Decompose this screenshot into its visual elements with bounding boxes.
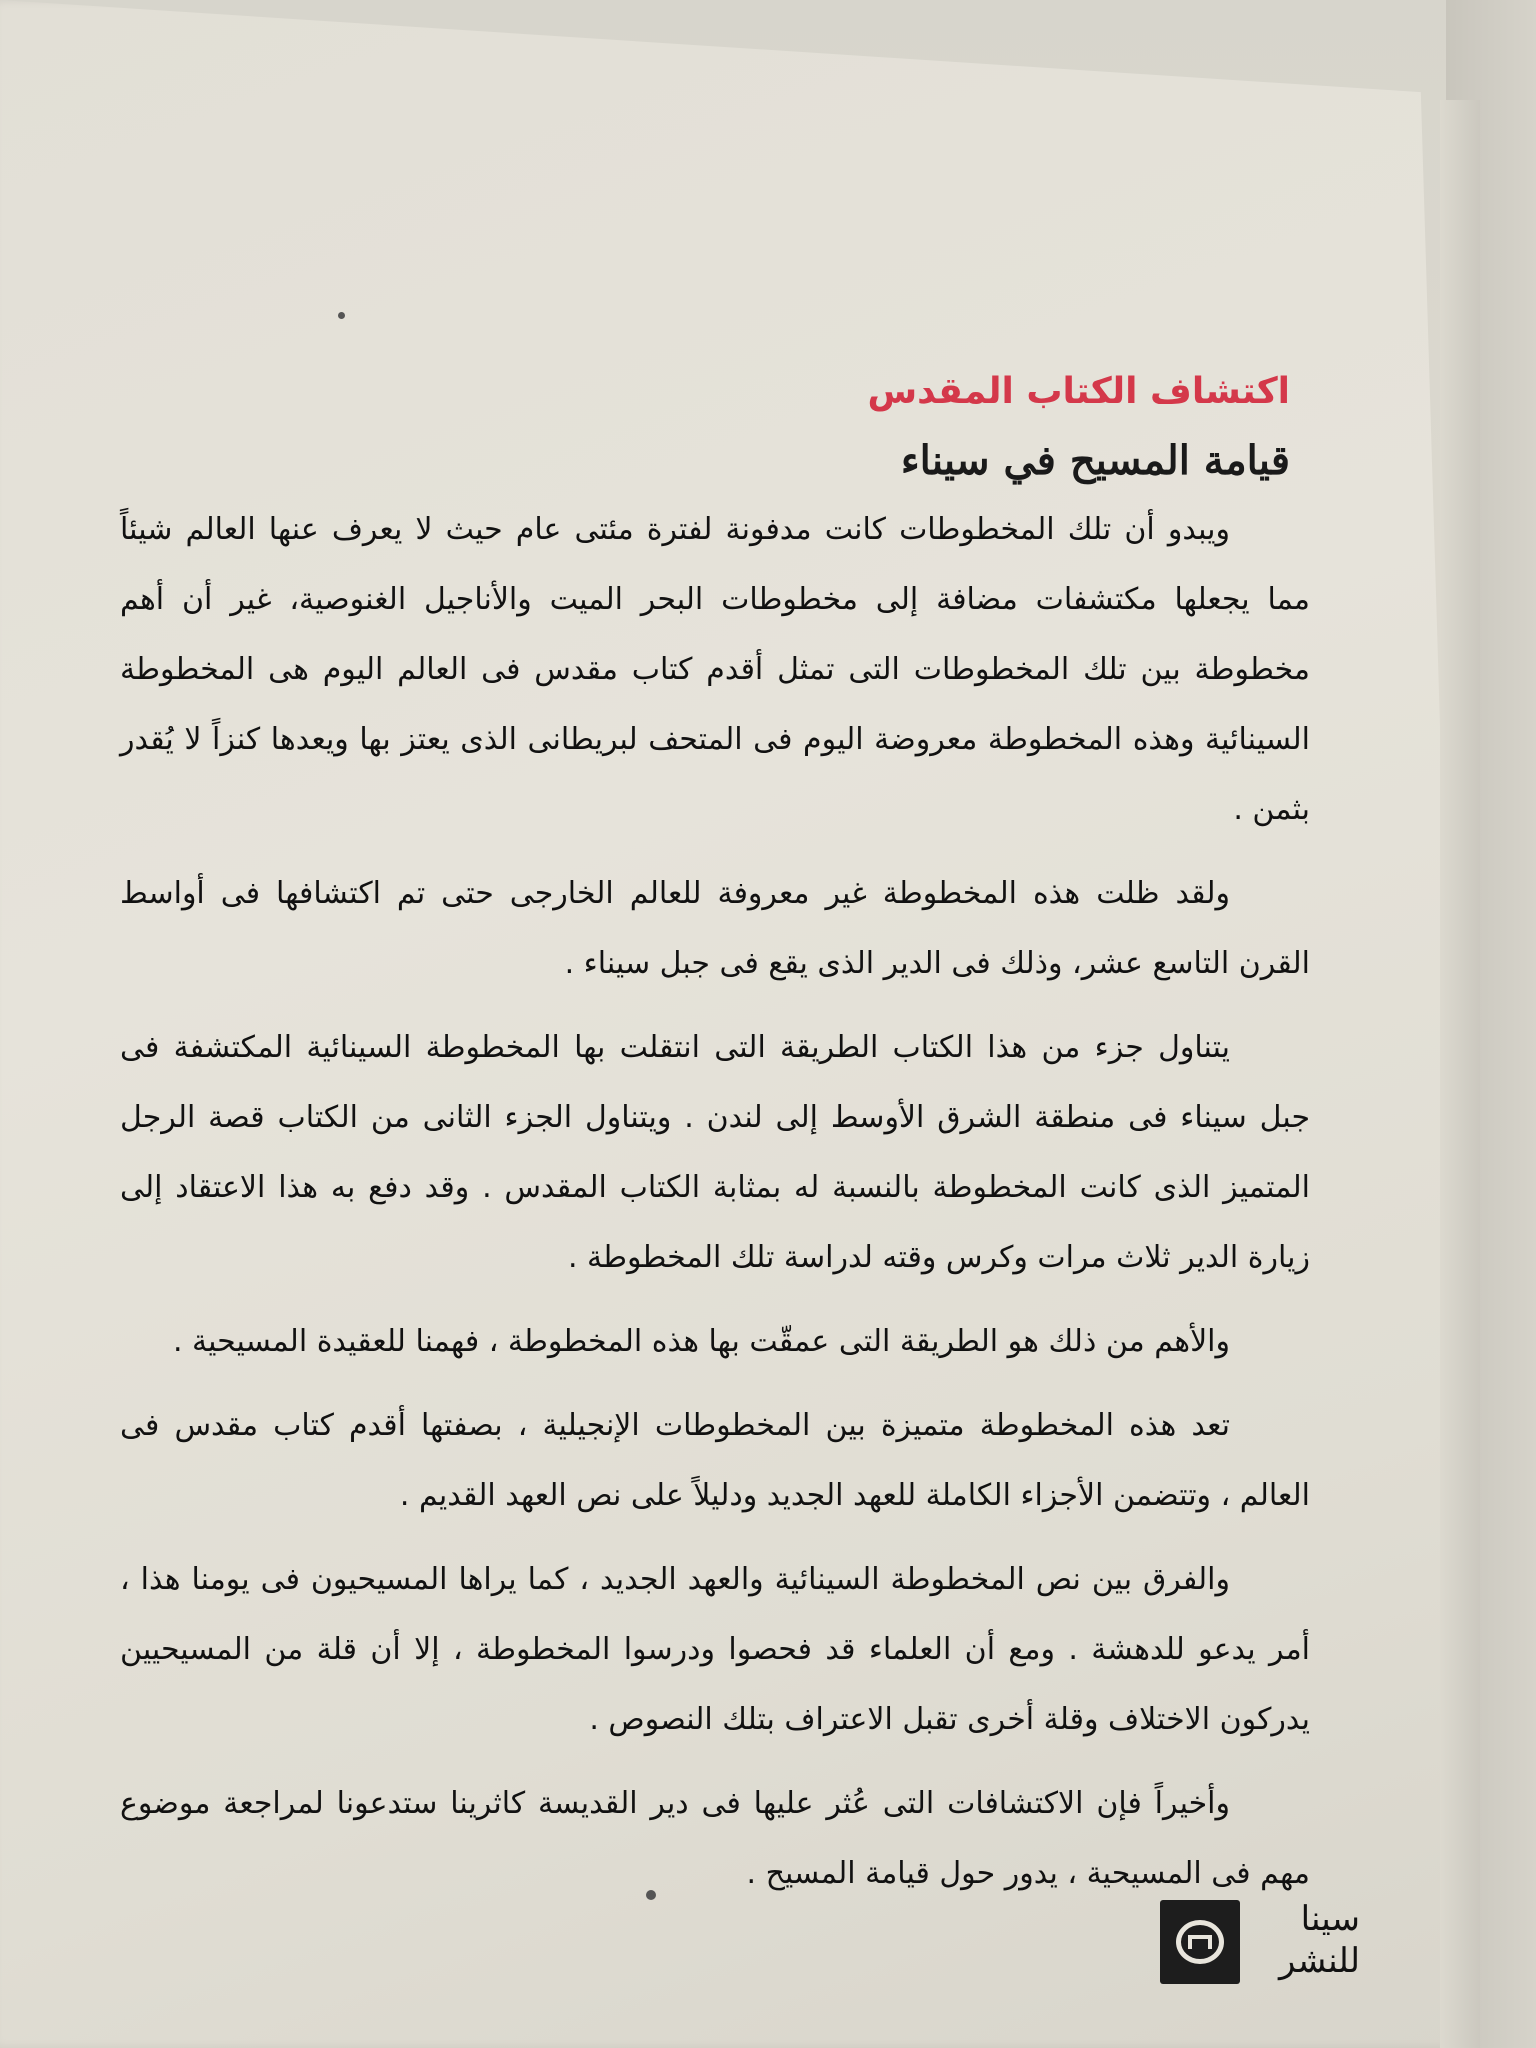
paragraph: والأهم من ذلك هو الطريقة التى عمقّت بها هذه المخطوطة ، فهمنا للعقيدة المسيحية . xyxy=(172,1324,1230,1360)
paragraph: والفرق بين نص المخطوطة السينائية والعهد الجديد ، كما يراها المسيحيون فى يومنا هذا ، أمر يدعو للدهشة . ومع أن العلماء قد فحصوا ودرسوا المخطوطة ، إلا أن قلة من المسيحيين يدركون الاختلاف وقلة أخرى تقبل الاعتراف بتلك النصوص . xyxy=(120,1562,1310,1738)
paragraph: تعد هذه المخطوطة متميزة بين المخطوطات الإنجيلية ، بصفتها أقدم كتاب مقدس فى العالم ، وتتضمن الأجزاء الكاملة للعهد الجديد ودليلاً على نص العهد القديم . xyxy=(120,1408,1310,1514)
publisher-name xyxy=(1250,1898,1360,1982)
book-title: قيامة المسيح في سيناء xyxy=(900,437,1290,485)
paper-speck xyxy=(338,312,345,319)
series-subtitle: اكتشاف الكتاب المقدس xyxy=(867,371,1290,412)
publisher-name-line2: للنشر xyxy=(1279,1941,1360,1981)
logo-glyph-bar xyxy=(1188,1935,1212,1949)
publisher-logo-icon xyxy=(1160,1900,1240,1984)
back-cover-text xyxy=(120,370,1310,1923)
paragraph: ويبدو أن تلك المخطوطات كانت مدفونة لفترة مئتى عام حيث لا يعرف عنها العالم شيئاً مما يجعلها مكتشفات مضافة إلى مخطوطات البحر الميت والأناجيل الغنوصية، غير أن أهم مخطوطة بين تلك المخطوطات التى تمثل أقدم كتاب مقدس فى العالم اليوم هى المخطوطة السينائية وهذه المخطوطة معروضة اليوم فى المتحف لبريطانى الذى يعتز بها ويعدها كنزاً لا يُقدر بثمن . xyxy=(120,512,1310,828)
book-cover-edge xyxy=(1440,100,1480,2048)
publisher-name-line1: سينا xyxy=(1300,1899,1360,1939)
paragraph: وأخيراً فإن الاكتشافات التى عُثر عليها فى دير القديسة كاثرينا ستدعونا لمراجعة موضوع مهم فى المسيحية ، يدور حول قيامة المسيح . xyxy=(120,1786,1310,1892)
paragraph: يتناول جزء من هذا الكتاب الطريقة التى انتقلت بها المخطوطة السينائية المكتشفة فى جبل سيناء فى منطقة الشرق الأوسط إلى لندن . ويتناول الجزء الثانى من الكتاب قصة الرجل المتميز الذى كانت المخطوطة بالنسبة له بمثابة الكتاب المقدس . وقد دفع به هذا الاعتقاد إلى زيارة الدير ثلاث مرات وكرس وقته لدراسة تلك المخطوطة . xyxy=(120,1030,1310,1276)
paragraph: ولقد ظلت هذه المخطوطة غير معروفة للعالم الخارجى حتى تم اكتشافها فى أواسط القرن التاسع عشر، وذلك فى الدير الذى يقع فى جبل سيناء . xyxy=(120,876,1310,982)
publisher-logo xyxy=(1160,1890,1360,1990)
